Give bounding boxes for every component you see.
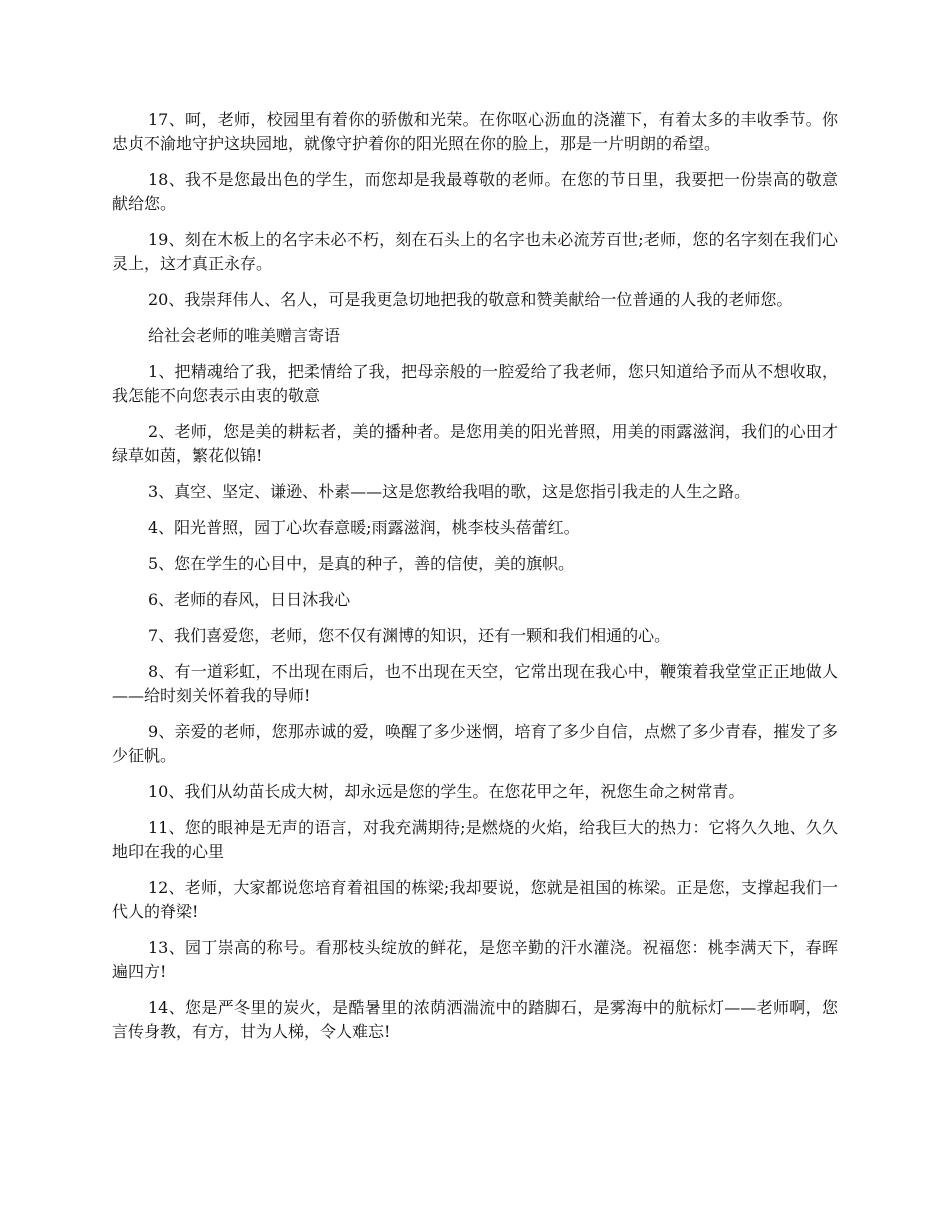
- section-heading: 给社会老师的唯美赠言寄语: [148, 326, 341, 345]
- paragraph-20: 20、我崇拜伟人、名人，可是我更急切地把我的敬意和赞美献给一位普通的人我的老师您。: [148, 290, 793, 309]
- paragraph-10: 10、我们从幼苗长成大树，却永远是您的学生。在您花甲之年，祝您生命之树常青。: [148, 782, 745, 801]
- paragraph-13: 13、园丁崇高的称号。看那枝头绽放的鲜花，是您辛勤的汗水灌浇。祝福您：桃李满天下，春晖遍四方!: [112, 938, 838, 981]
- document-body: [112, 108, 838, 1056]
- paragraph-19: 19、刻在木板上的名字未必不朽，刻在石头上的名字也未必流芳百世;老师，您的名字刻在我们心灵上，这才真正永存。: [112, 230, 838, 273]
- paragraph-6: 6、老师的春风，日日沐我心: [148, 590, 351, 609]
- paragraph-8: 8、有一道彩虹，不出现在雨后，也不出现在天空，它常出现在我心中，鞭策着我堂堂正正地做人——给时刻关怀着我的导师!: [112, 662, 838, 705]
- paragraph-3: 3、真空、坚定、谦逊、朴素——这是您教给我唱的歌，这是您指引我走的人生之路。: [148, 482, 751, 501]
- paragraph-17: 17、呵，老师，校园里有着你的骄傲和光荣。在你呕心沥血的浇灌下，有着太多的丰收季节。你忠贞不渝地守护这块园地，就像守护着你的阳光照在你的脸上，那是一片明朗的希望。: [112, 110, 838, 153]
- paragraph-14: 14、您是严冬里的炭火，是酷暑里的浓荫洒湍流中的踏脚石，是雾海中的航标灯——老师啊，您言传身教，有方，甘为人梯，令人难忘!: [112, 998, 838, 1041]
- paragraph-1: 1、把精魂给了我，把柔情给了我，把母亲般的一腔爱给了我老师，您只知道给予而从不想收取，我怎能不向您表示由衷的敬意: [112, 362, 838, 405]
- paragraph-18: 18、我不是您最出色的学生，而您却是我最尊敬的老师。在您的节日里，我要把一份崇高的敬意献给您。: [112, 170, 838, 213]
- paragraph-9: 9、亲爱的老师，您那赤诚的爱，唤醒了多少迷惘，培育了多少自信，点燃了多少青春，摧发了多少征帆。: [112, 722, 838, 765]
- paragraph-4: 4、阳光普照，园丁心坎春意暖;雨露滋润，桃李枝头蓓蕾红。: [148, 518, 580, 537]
- paragraph-12: 12、老师，大家都说您培育着祖国的栋梁;我却要说，您就是祖国的栋梁。正是您，支撑起我们一代人的脊梁!: [112, 878, 838, 921]
- paragraph-5: 5、您在学生的心目中，是真的种子，善的信使，美的旗帜。: [148, 554, 575, 573]
- paragraph-11: 11、您的眼神是无声的语言，对我充满期待;是燃烧的火焰，给我巨大的热力：它将久久地、久久地印在我的心里: [112, 818, 838, 861]
- paragraph-2: 2、老师，您是美的耕耘者，美的播种者。是您用美的阳光普照，用美的雨露滋润，我们的心田才绿草如茵，繁花似锦!: [112, 422, 838, 465]
- paragraph-7: 7、我们喜爱您，老师，您不仅有渊博的知识，还有一颗和我们相通的心。: [148, 626, 671, 645]
